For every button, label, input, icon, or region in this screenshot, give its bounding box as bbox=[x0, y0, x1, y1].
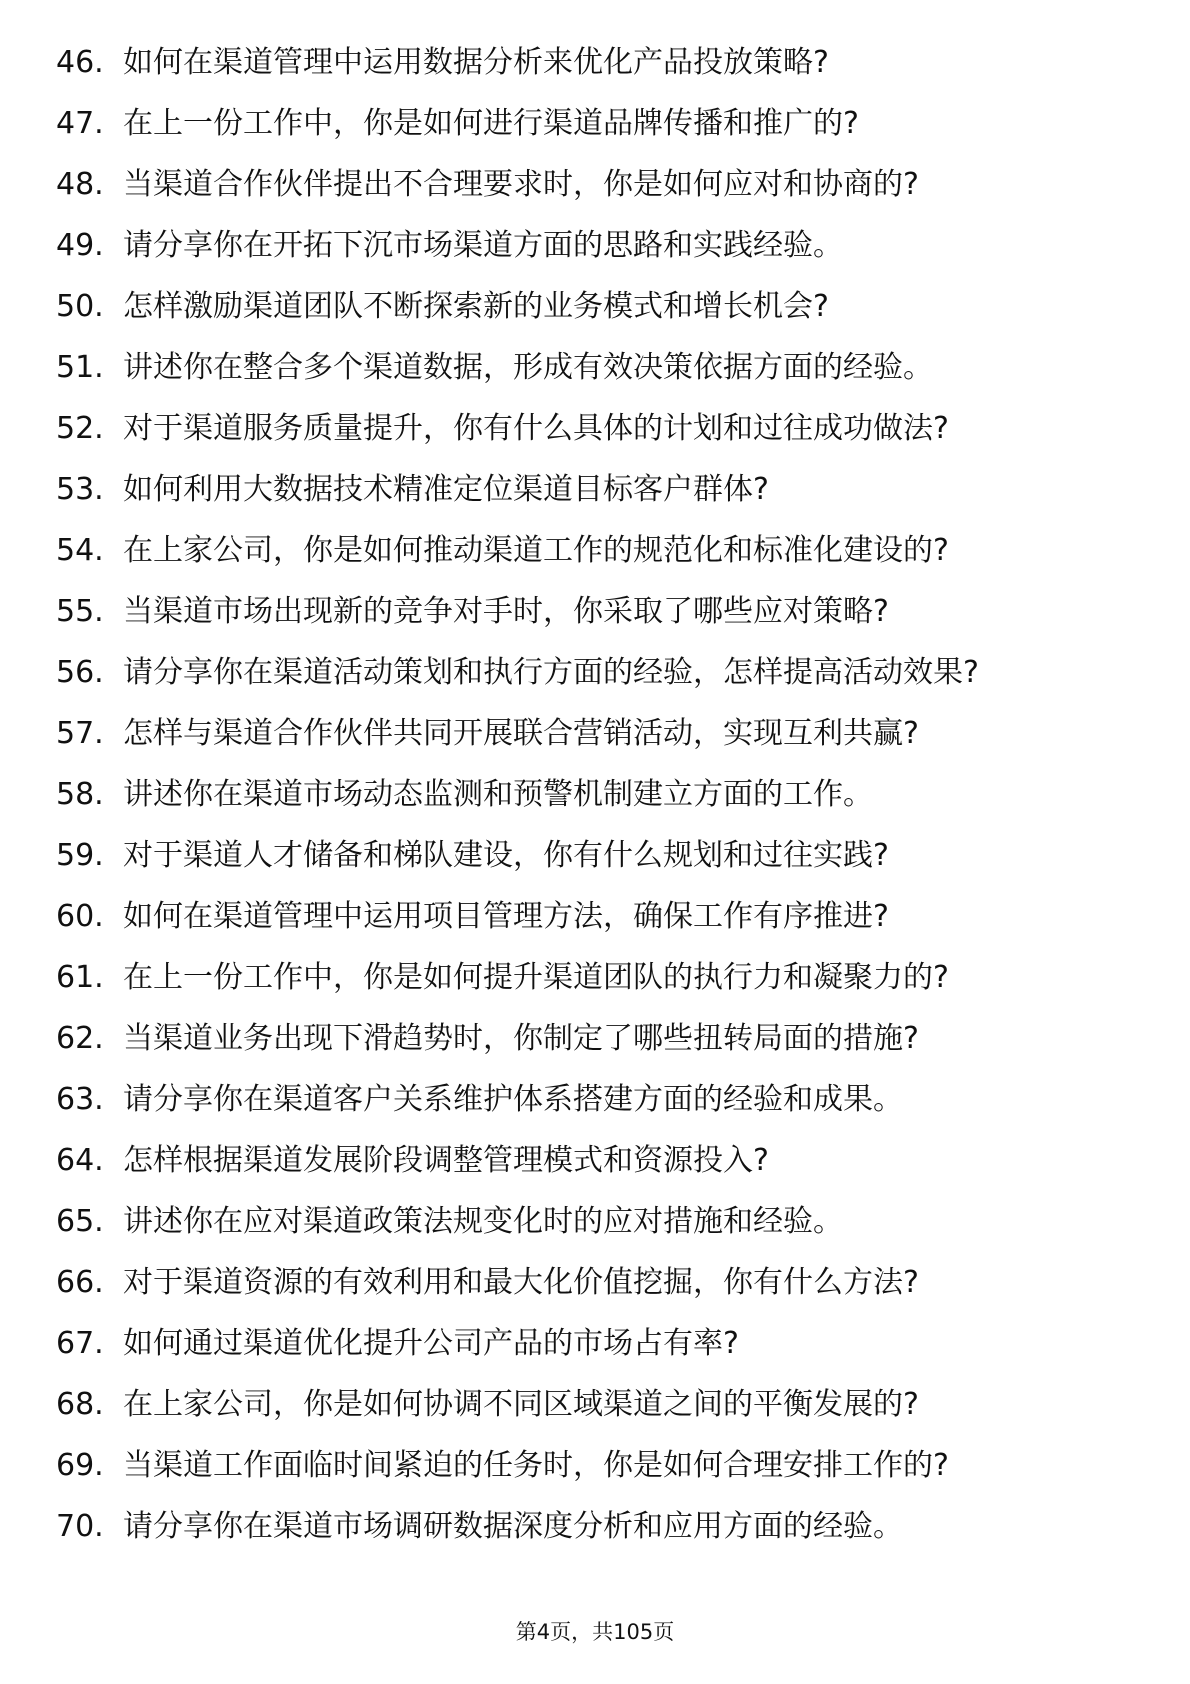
question-number: 66. bbox=[56, 1265, 104, 1300]
question-number: 49. bbox=[56, 228, 104, 263]
question-item bbox=[56, 1020, 1116, 1057]
question-item bbox=[56, 166, 1116, 203]
question-text: 当渠道合作伙伴提出不合理要求时，你是如何应对和协商的? bbox=[123, 167, 919, 202]
question-item bbox=[56, 593, 1116, 630]
question-text: 如何通过渠道优化提升公司产品的市场占有率? bbox=[123, 1326, 739, 1361]
question-item bbox=[56, 837, 1116, 874]
question-item bbox=[56, 105, 1116, 142]
question-number: 61. bbox=[56, 960, 104, 995]
question-text: 请分享你在渠道市场调研数据深度分析和应用方面的经验。 bbox=[123, 1509, 903, 1544]
question-text: 在上家公司，你是如何协调不同区域渠道之间的平衡发展的? bbox=[123, 1387, 919, 1422]
question-text: 讲述你在整合多个渠道数据，形成有效决策依据方面的经验。 bbox=[123, 350, 933, 385]
question-item bbox=[56, 227, 1116, 264]
question-number: 64. bbox=[56, 1143, 104, 1178]
question-item bbox=[56, 1508, 1116, 1545]
question-item bbox=[56, 1142, 1116, 1179]
question-item bbox=[56, 288, 1116, 325]
question-text: 当渠道业务出现下滑趋势时，你制定了哪些扭转局面的措施? bbox=[123, 1021, 919, 1056]
question-text: 讲述你在渠道市场动态监测和预警机制建立方面的工作。 bbox=[123, 777, 873, 812]
question-text: 对于渠道资源的有效利用和最大化价值挖掘，你有什么方法? bbox=[123, 1265, 919, 1300]
question-text: 怎样根据渠道发展阶段调整管理模式和资源投入? bbox=[123, 1143, 769, 1178]
question-text: 请分享你在开拓下沉市场渠道方面的思路和实践经验。 bbox=[123, 228, 843, 263]
question-number: 69. bbox=[56, 1448, 104, 1483]
question-number: 55. bbox=[56, 594, 104, 629]
question-item bbox=[56, 776, 1116, 813]
question-item bbox=[56, 654, 1116, 691]
question-number: 48. bbox=[56, 167, 104, 202]
question-number: 47. bbox=[56, 106, 104, 141]
question-item bbox=[56, 44, 1116, 81]
question-number: 59. bbox=[56, 838, 104, 873]
question-text: 怎样与渠道合作伙伴共同开展联合营销活动，实现互利共赢? bbox=[123, 716, 919, 751]
question-text: 如何利用大数据技术精准定位渠道目标客户群体? bbox=[123, 472, 769, 507]
question-item bbox=[56, 1325, 1116, 1362]
question-list bbox=[56, 44, 1116, 1569]
question-item bbox=[56, 898, 1116, 935]
question-number: 60. bbox=[56, 899, 104, 934]
question-text: 讲述你在应对渠道政策法规变化时的应对措施和经验。 bbox=[123, 1204, 843, 1239]
question-item bbox=[56, 410, 1116, 447]
question-text: 对于渠道人才储备和梯队建设，你有什么规划和过往实践? bbox=[123, 838, 889, 873]
question-number: 58. bbox=[56, 777, 104, 812]
question-number: 70. bbox=[56, 1509, 104, 1544]
question-number: 54. bbox=[56, 533, 104, 568]
page-number-footer: 第4页，共105页 bbox=[515, 1620, 675, 1644]
question-item bbox=[56, 715, 1116, 752]
question-text: 如何在渠道管理中运用数据分析来优化产品投放策略? bbox=[123, 45, 829, 80]
question-number: 63. bbox=[56, 1082, 104, 1117]
question-number: 57. bbox=[56, 716, 104, 751]
question-number: 68. bbox=[56, 1387, 104, 1422]
question-number: 62. bbox=[56, 1021, 104, 1056]
question-number: 67. bbox=[56, 1326, 104, 1361]
question-number: 51. bbox=[56, 350, 104, 385]
question-number: 50. bbox=[56, 289, 104, 324]
question-item bbox=[56, 1386, 1116, 1423]
question-item bbox=[56, 1264, 1116, 1301]
question-number: 52. bbox=[56, 411, 104, 446]
question-item bbox=[56, 532, 1116, 569]
question-text: 在上家公司，你是如何推动渠道工作的规范化和标准化建设的? bbox=[123, 533, 949, 568]
question-text: 当渠道工作面临时间紧迫的任务时，你是如何合理安排工作的? bbox=[123, 1448, 949, 1483]
question-text: 对于渠道服务质量提升，你有什么具体的计划和过往成功做法? bbox=[123, 411, 949, 446]
question-item bbox=[56, 959, 1116, 996]
question-item bbox=[56, 349, 1116, 386]
question-text: 如何在渠道管理中运用项目管理方法，确保工作有序推进? bbox=[123, 899, 889, 934]
question-text: 请分享你在渠道活动策划和执行方面的经验，怎样提高活动效果? bbox=[123, 655, 979, 690]
question-number: 56. bbox=[56, 655, 104, 690]
question-item bbox=[56, 1203, 1116, 1240]
question-item bbox=[56, 1447, 1116, 1484]
question-item bbox=[56, 1081, 1116, 1118]
question-number: 65. bbox=[56, 1204, 104, 1239]
question-text: 在上一份工作中，你是如何进行渠道品牌传播和推广的? bbox=[123, 106, 859, 141]
question-number: 53. bbox=[56, 472, 104, 507]
question-item bbox=[56, 471, 1116, 508]
question-text: 怎样激励渠道团队不断探索新的业务模式和增长机会? bbox=[123, 289, 829, 324]
question-text: 请分享你在渠道客户关系维护体系搭建方面的经验和成果。 bbox=[123, 1082, 903, 1117]
question-number: 46. bbox=[56, 45, 104, 80]
question-text: 在上一份工作中，你是如何提升渠道团队的执行力和凝聚力的? bbox=[123, 960, 949, 995]
question-text: 当渠道市场出现新的竞争对手时，你采取了哪些应对策略? bbox=[123, 594, 889, 629]
